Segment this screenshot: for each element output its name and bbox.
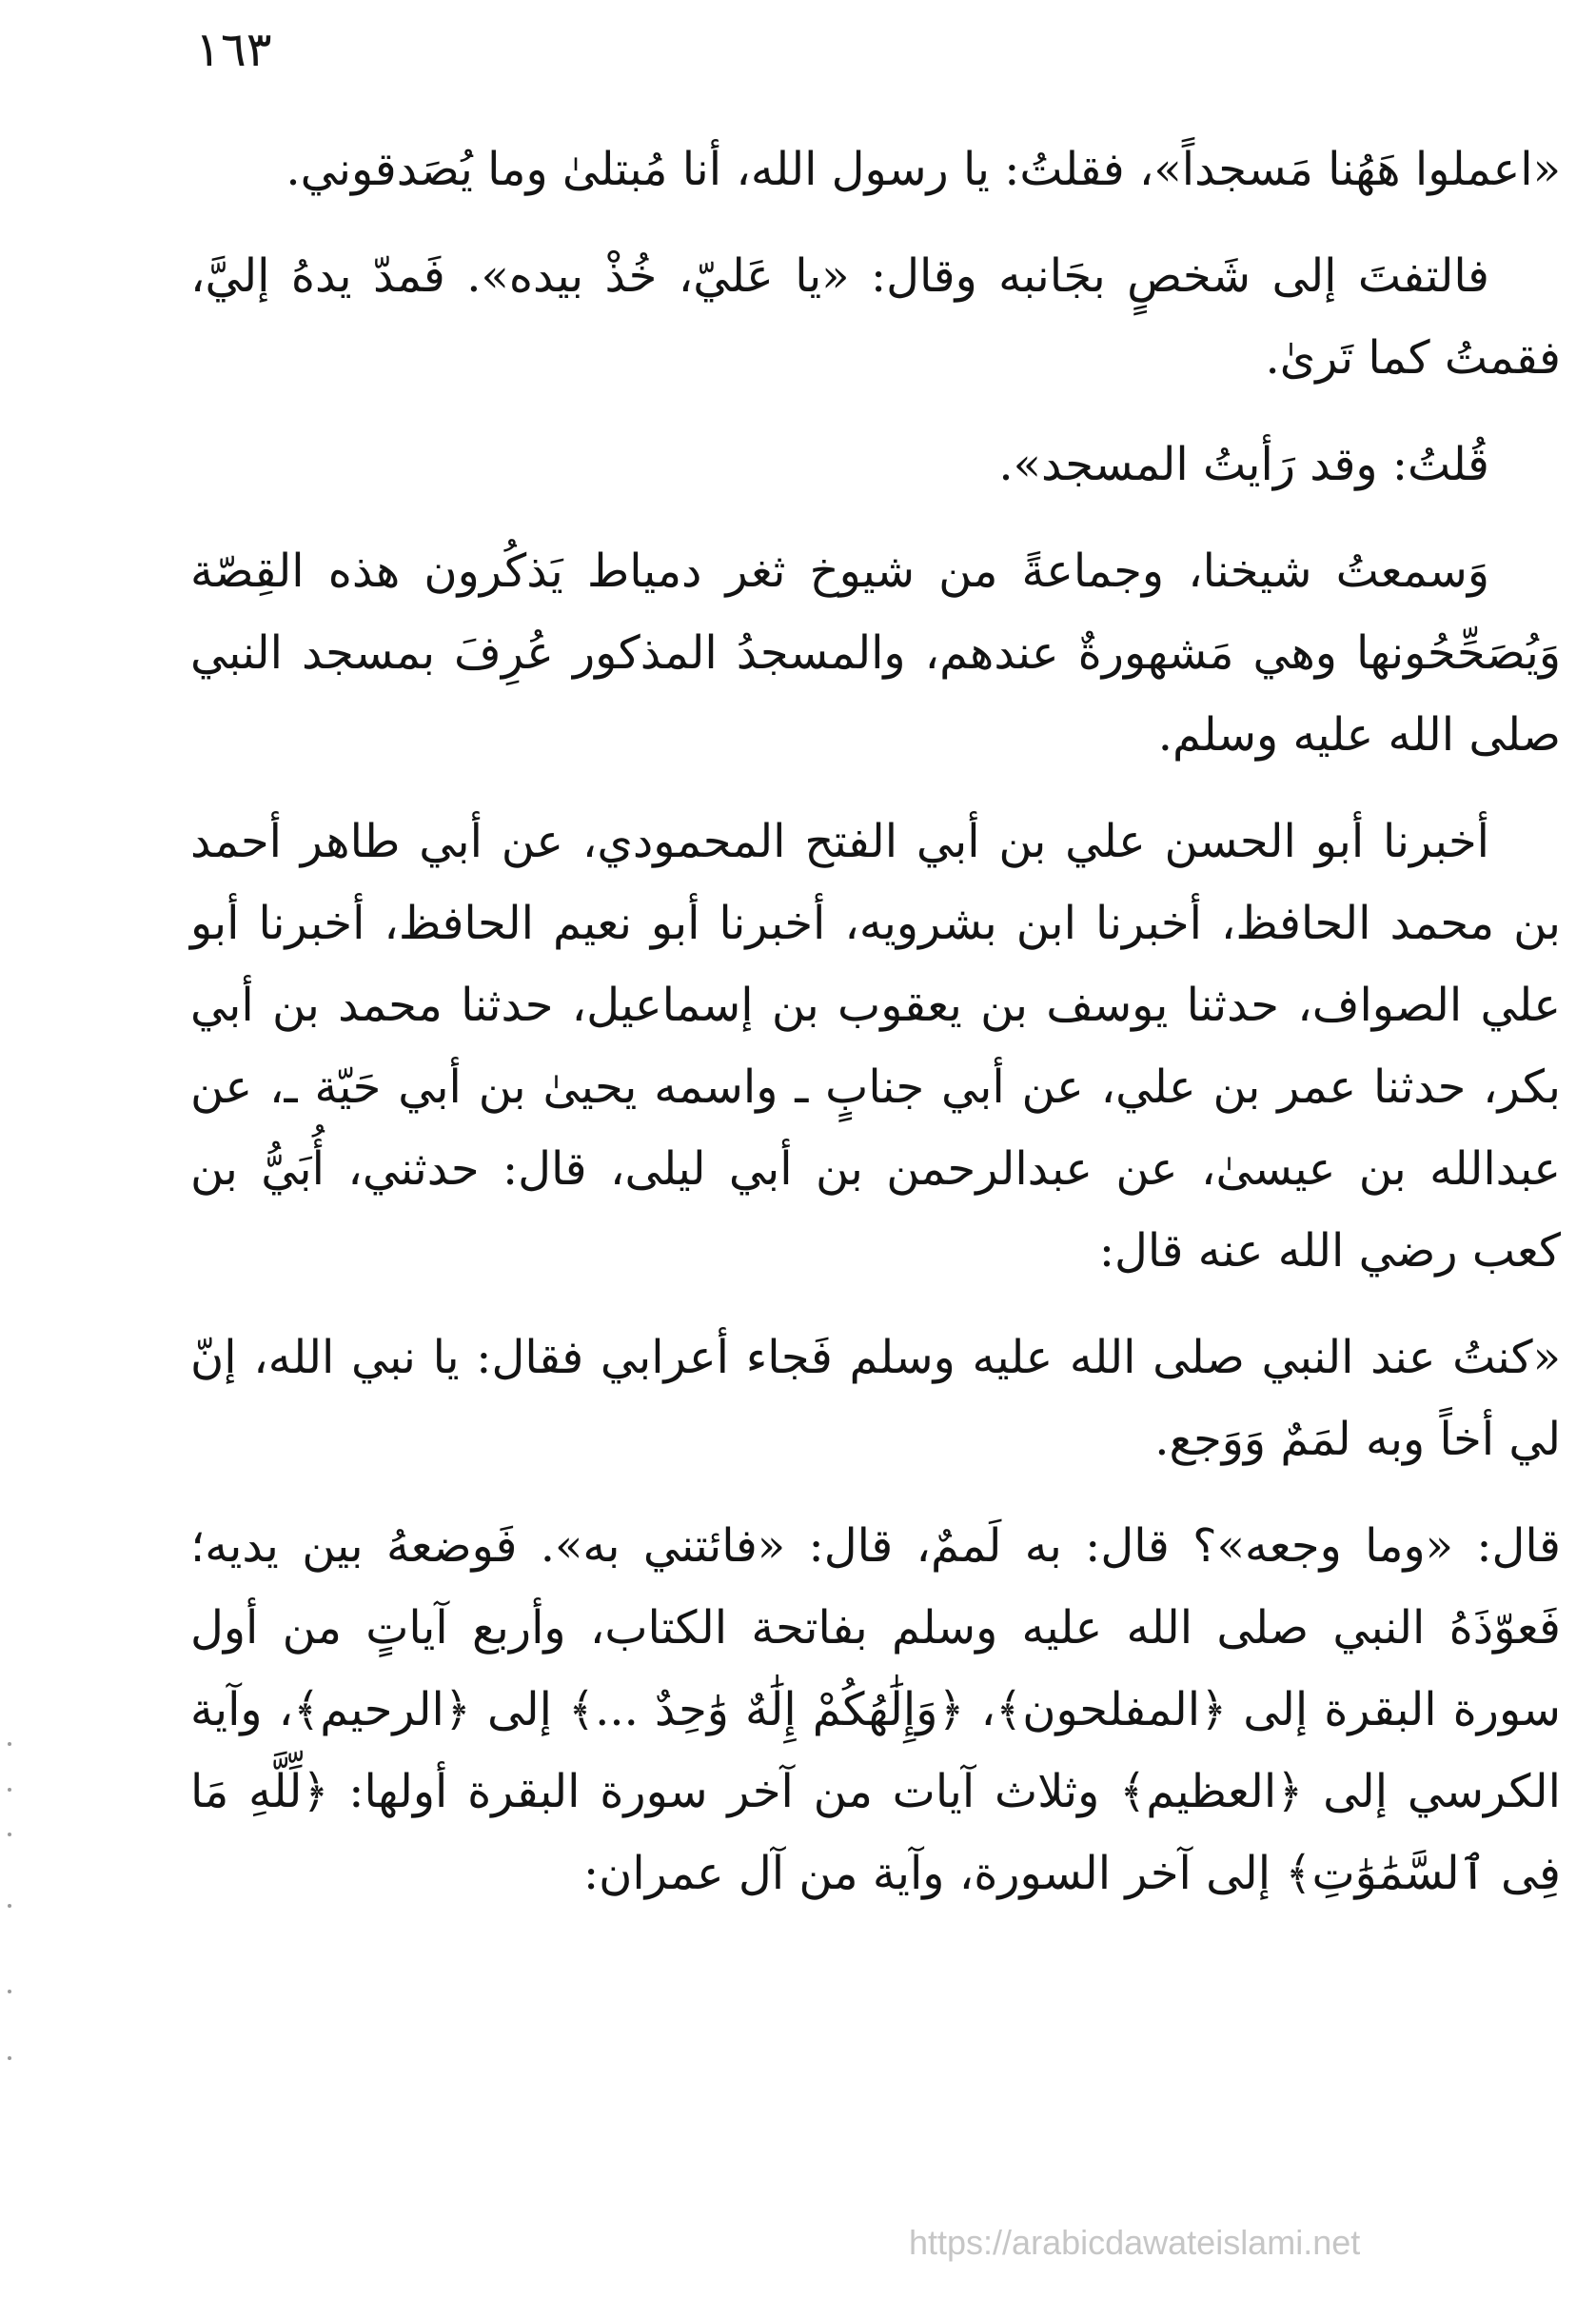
paragraph-1: «اعملوا هَهُنا مَسجداً»، فقلتُ: يا رسول الله، أنا مُبتلىٰ وما يُصَدقوني. bbox=[286, 143, 1561, 196]
scan-margin-specks bbox=[8, 1742, 17, 2066]
watermark-url: https://arabicdawateislami.net bbox=[909, 2223, 1361, 2262]
paragraph-6: «كنتُ عند النبي صلى الله عليه وسلم فَجاء أعرابي فقال: يا نبي الله، إنّ لي أخاً وبه لمَمٌ وَوَجع. bbox=[190, 1331, 1561, 1466]
paragraph-gap bbox=[190, 399, 1561, 424]
paragraph-gap bbox=[190, 210, 1561, 235]
paragraph-7: قال: «وما وجعه»؟ قال: به لَممٌ، قال: «فائتني به». فَوضعهُ بين يديه؛ فَعوّذَهُ النبي صلى الله عليه وسلم بفاتحة الكتاب، وأربع آياتٍ من أول سورة البقرة إلى ﴿المفلحون﴾، ﴿وَإِلَٰهُكُمْ إِلَٰهٌ وَٰحِدٌ ...﴾ إلى ﴿الرحيم﴾، وآية الكرسي إلى ﴿العظيم﴾ وثلاث آيات من آخر سورة البقرة أولها: ﴿لِّلَّهِ مَا فِى ٱلسَّمَٰوَٰتِ﴾ إلى آخر السورة، وآية من آل عمران: bbox=[190, 1519, 1561, 1900]
paragraph-5: أخبرنا أبو الحسن علي بن أبي الفتح المحمودي، عن أبي طاهر أحمد بن محمد الحافظ، أخبرنا ابن بشرويه، أخبرنا أبو نعيم الحافظ، أخبرنا أبو علي الصواف، حدثنا يوسف بن يعقوب بن إسماعيل، حدثنا محمد بن أبي بكر، حدثنا عمر بن علي، عن أبي جنابٍ ـ واسمه يحيىٰ بن أبي حَيّة ـ، عن عبدالله بن عيسىٰ، عن عبدالرحمن بن أبي ليلى، قال: حدثني، أُبَيُّ بن كعب رضي الله عنه قال: bbox=[190, 815, 1562, 1278]
paragraph-4: وَسمعتُ شيخنا، وجماعةً من شيوخ ثغر دمياط يَذكُرون هذه القِصّة وَيُصَحِّحُونها وهي مَشهورةٌ عندهم، والمسجدُ المذكور عُرِفَ بمسجد النبي صلى الله عليه وسلم. bbox=[190, 545, 1561, 762]
paragraph-gap bbox=[190, 505, 1561, 530]
paragraph-3: قُلتُ: وقد رَأيتُ المسجد». bbox=[998, 438, 1489, 491]
paragraph-gap bbox=[190, 776, 1561, 801]
paragraph-2: فالتفتَ إلى شَخصٍ بجَانبه وقال: «يا عَليّ، خُذْ بيده». فَمدّ يدهُ إليَّ، فقمتُ كما تَرىٰ. bbox=[190, 249, 1561, 385]
paragraph-gap bbox=[190, 1480, 1561, 1505]
page-number: ١٦٣ bbox=[195, 22, 272, 77]
body-text bbox=[190, 129, 1561, 1914]
paragraph-gap bbox=[190, 1292, 1561, 1317]
